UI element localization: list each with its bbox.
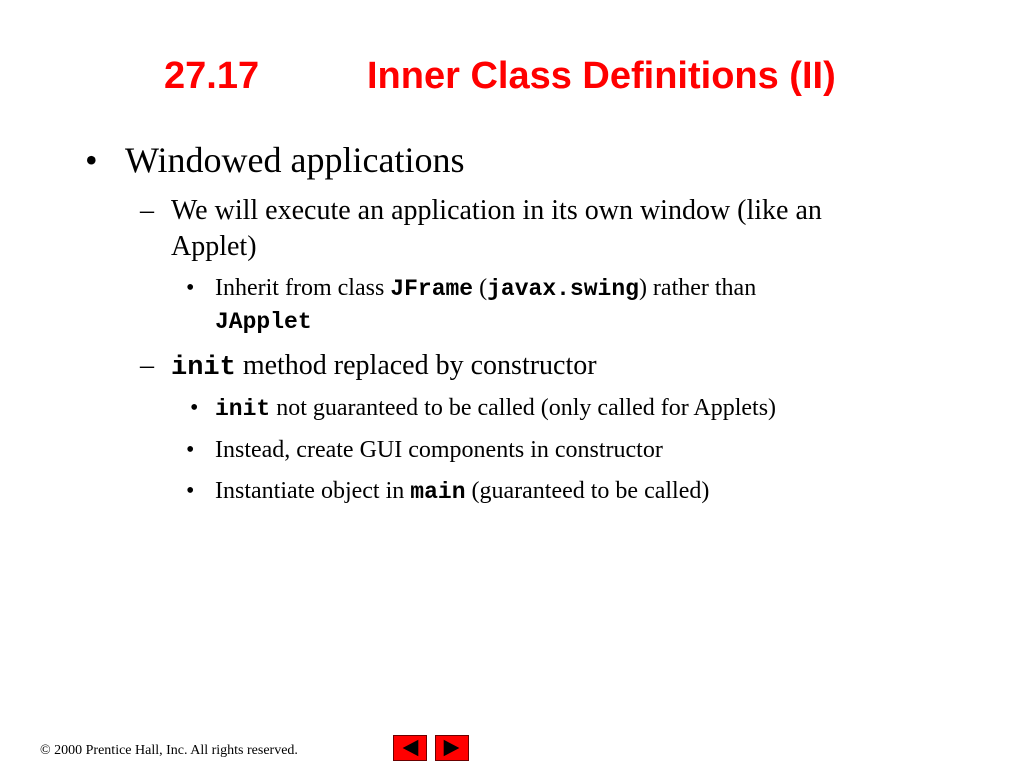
- bullet-marker: •: [186, 437, 195, 463]
- bullet-marker: •: [186, 478, 195, 504]
- text-segment: Inherit from class: [215, 275, 391, 301]
- text-segment: ) rather than: [638, 275, 757, 301]
- triangle-left-icon: [394, 736, 426, 760]
- text-segment: (guaranteed to be called): [465, 478, 710, 504]
- code-javax-swing: javax.swing: [487, 276, 639, 302]
- slide-title: [0, 48, 1024, 104]
- next-slide-button[interactable]: [435, 735, 469, 761]
- copyright-footer: © 2000 Prentice Hall, Inc. All rights reserved.: [40, 743, 298, 758]
- code-init: init: [171, 353, 236, 383]
- bullet-marker: •: [190, 395, 199, 421]
- sub-sub-bullet-text: Instead, create GUI components in constructor: [215, 437, 663, 463]
- dash-marker: –: [140, 350, 154, 381]
- sub-bullet-text-line2: Applet): [171, 231, 257, 262]
- slide-number: 27.17: [164, 55, 260, 97]
- text-segment: method replaced by constructor: [235, 350, 597, 381]
- previous-slide-button[interactable]: [393, 735, 427, 761]
- text-segment: not guaranteed to be called (only called for Applets): [270, 395, 777, 421]
- triangle-right-icon: [436, 736, 468, 760]
- bullet-text: Windowed applications: [125, 140, 465, 180]
- code-init: init: [215, 396, 271, 422]
- text-segment: Instantiate object in: [215, 478, 411, 504]
- sub-bullet-text-line1: We will execute an application in its own window (like an: [171, 195, 822, 226]
- dash-marker: –: [140, 195, 154, 226]
- slide-title-text: Inner Class Definitions (II): [367, 55, 836, 97]
- bullet-marker: •: [85, 140, 98, 180]
- code-main: main: [410, 479, 466, 505]
- text-segment: (: [473, 275, 488, 301]
- bullet-marker: •: [186, 275, 195, 301]
- code-japplet: JApplet: [215, 309, 312, 335]
- code-jframe: JFrame: [390, 276, 474, 302]
